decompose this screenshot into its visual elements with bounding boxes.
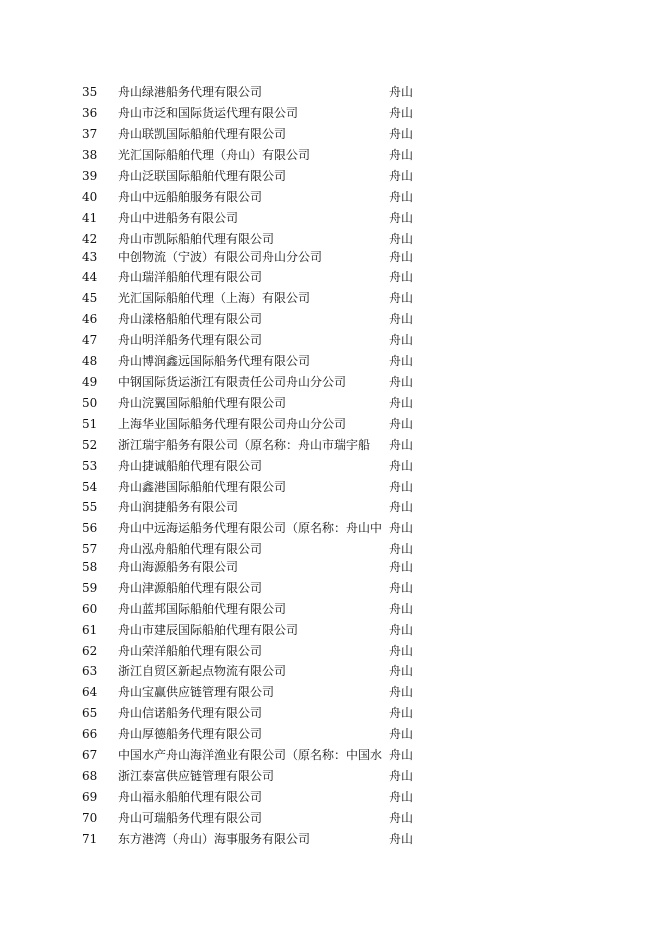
row-number: 40 — [82, 190, 98, 204]
table-row — [0, 210, 662, 230]
table-row — [0, 353, 662, 373]
table-row — [0, 126, 662, 146]
row-number: 36 — [82, 106, 98, 120]
row-number: 55 — [82, 500, 98, 514]
table-row — [0, 84, 662, 104]
company-name: 舟山博润鑫远国际船务代理有限公司 — [118, 354, 311, 368]
table-row — [0, 499, 662, 519]
table-row — [0, 290, 662, 310]
row-number: 53 — [82, 459, 98, 473]
row-number: 62 — [82, 644, 98, 658]
table-row — [0, 643, 662, 663]
company-name: 舟山津源船舶代理有限公司 — [118, 581, 263, 595]
company-name: 中创物流（宁波）有限公司舟山分公司 — [118, 250, 323, 264]
table-row — [0, 726, 662, 746]
company-name: 浙江自贸区新起点物流有限公司 — [118, 664, 287, 678]
company-name: 浙江瑞宇船务有限公司（原名称：舟山市瑞宇船 — [118, 438, 371, 452]
table-row — [0, 768, 662, 788]
region-cell: 舟山 — [389, 769, 414, 783]
table-row — [0, 831, 662, 851]
company-name: 舟山市凯际船舶代理有限公司 — [118, 232, 275, 246]
row-number: 45 — [82, 291, 98, 305]
row-number: 50 — [82, 396, 98, 410]
region-cell: 舟山 — [389, 312, 414, 326]
row-number: 47 — [82, 333, 98, 347]
region-cell: 舟山 — [389, 148, 414, 162]
table-row — [0, 622, 662, 642]
company-name: 舟山绿港船务代理有限公司 — [118, 85, 263, 99]
company-name: 舟山泓舟船舶代理有限公司 — [118, 542, 263, 556]
region-cell: 舟山 — [389, 832, 414, 846]
table-row — [0, 147, 662, 167]
company-name: 舟山海源船务有限公司 — [118, 560, 239, 574]
region-cell: 舟山 — [389, 500, 414, 514]
row-number: 54 — [82, 480, 98, 494]
company-name: 舟山宝赢供应链管理有限公司 — [118, 685, 275, 699]
region-cell: 舟山 — [389, 581, 414, 595]
company-name: 舟山联凯国际船舶代理有限公司 — [118, 127, 287, 141]
region-cell: 舟山 — [389, 459, 414, 473]
region-cell: 舟山 — [389, 250, 414, 264]
table-row — [0, 559, 662, 579]
table-row — [0, 458, 662, 478]
table-row — [0, 231, 662, 251]
row-number: 69 — [82, 790, 98, 804]
row-number: 67 — [82, 748, 98, 762]
company-name: 浙江泰富供应链管理有限公司 — [118, 769, 275, 783]
region-cell: 舟山 — [389, 664, 414, 678]
company-name: 中钢国际货运浙江有限责任公司舟山分公司 — [118, 375, 347, 389]
table-row — [0, 395, 662, 415]
row-number: 68 — [82, 769, 98, 783]
region-cell: 舟山 — [389, 270, 414, 284]
company-name: 上海华业国际船务代理有限公司舟山分公司 — [118, 417, 347, 431]
table-row — [0, 541, 662, 561]
company-name: 舟山漾格船舶代理有限公司 — [118, 312, 263, 326]
region-cell: 舟山 — [389, 190, 414, 204]
row-number: 57 — [82, 542, 98, 556]
table-row — [0, 684, 662, 704]
region-cell: 舟山 — [389, 706, 414, 720]
table-row — [0, 168, 662, 188]
region-cell: 舟山 — [389, 85, 414, 99]
table-row — [0, 249, 662, 269]
region-cell: 舟山 — [389, 417, 414, 431]
table-row — [0, 789, 662, 809]
company-name: 舟山可瑞船务代理有限公司 — [118, 811, 263, 825]
region-cell: 舟山 — [389, 333, 414, 347]
table-row — [0, 105, 662, 125]
region-cell: 舟山 — [389, 375, 414, 389]
region-cell: 舟山 — [389, 480, 414, 494]
region-cell: 舟山 — [389, 602, 414, 616]
company-name: 舟山浣翼国际船舶代理有限公司 — [118, 396, 287, 410]
row-number: 37 — [82, 127, 98, 141]
region-cell: 舟山 — [389, 685, 414, 699]
table-row — [0, 374, 662, 394]
company-name: 舟山中进船务有限公司 — [118, 211, 239, 225]
row-number: 41 — [82, 211, 98, 225]
row-number: 65 — [82, 706, 98, 720]
row-number: 49 — [82, 375, 98, 389]
region-cell: 舟山 — [389, 623, 414, 637]
table-row — [0, 810, 662, 830]
table-row — [0, 479, 662, 499]
table-row — [0, 601, 662, 621]
table-row — [0, 189, 662, 209]
row-number: 59 — [82, 581, 98, 595]
company-name: 舟山厚德船务代理有限公司 — [118, 727, 263, 741]
table-row — [0, 663, 662, 683]
row-number: 46 — [82, 312, 98, 326]
row-number: 48 — [82, 354, 98, 368]
row-number: 61 — [82, 623, 98, 637]
row-number: 44 — [82, 270, 98, 284]
region-cell: 舟山 — [389, 644, 414, 658]
company-name: 舟山中远船舶服务有限公司 — [118, 190, 263, 204]
row-number: 42 — [82, 232, 98, 246]
table-row — [0, 416, 662, 436]
table-row — [0, 705, 662, 725]
company-name: 舟山中远海运船务代理有限公司（原名称：舟山中 — [118, 521, 383, 535]
region-cell: 舟山 — [389, 354, 414, 368]
company-name: 东方港湾（舟山）海事服务有限公司 — [118, 832, 311, 846]
row-number: 35 — [82, 85, 98, 99]
company-name: 舟山荣洋船舶代理有限公司 — [118, 644, 263, 658]
company-name: 舟山蓝邦国际船舶代理有限公司 — [118, 602, 287, 616]
row-number: 58 — [82, 560, 98, 574]
company-name: 舟山市泛和国际货运代理有限公司 — [118, 106, 299, 120]
region-cell: 舟山 — [389, 106, 414, 120]
region-cell: 舟山 — [389, 811, 414, 825]
company-name: 舟山润捷船务有限公司 — [118, 500, 239, 514]
region-cell: 舟山 — [389, 169, 414, 183]
table-row — [0, 269, 662, 289]
company-name: 舟山信诺船务代理有限公司 — [118, 706, 263, 720]
region-cell: 舟山 — [389, 438, 414, 452]
table-row — [0, 520, 662, 540]
row-number: 71 — [82, 832, 98, 846]
table-row — [0, 332, 662, 352]
company-name: 舟山鑫港国际船舶代理有限公司 — [118, 480, 287, 494]
company-name: 舟山福永船舶代理有限公司 — [118, 790, 263, 804]
row-number: 43 — [82, 250, 98, 264]
region-cell: 舟山 — [389, 291, 414, 305]
company-name: 中国水产舟山海洋渔业有限公司（原名称：中国水 — [118, 748, 383, 762]
region-cell: 舟山 — [389, 232, 414, 246]
row-number: 38 — [82, 148, 98, 162]
company-name: 舟山明洋船务代理有限公司 — [118, 333, 263, 347]
row-number: 60 — [82, 602, 98, 616]
table-row — [0, 311, 662, 331]
row-number: 66 — [82, 727, 98, 741]
company-name: 光汇国际船舶代理（上海）有限公司 — [118, 291, 311, 305]
company-name: 舟山瑞洋船舶代理有限公司 — [118, 270, 263, 284]
row-number: 56 — [82, 521, 98, 535]
table-row — [0, 437, 662, 457]
table-row — [0, 747, 662, 767]
row-number: 51 — [82, 417, 98, 431]
region-cell: 舟山 — [389, 790, 414, 804]
company-name: 舟山捷诚船舶代理有限公司 — [118, 459, 263, 473]
table-row — [0, 580, 662, 600]
region-cell: 舟山 — [389, 748, 414, 762]
row-number: 52 — [82, 438, 98, 452]
row-number: 39 — [82, 169, 98, 183]
region-cell: 舟山 — [389, 127, 414, 141]
company-name: 光汇国际船舶代理（舟山）有限公司 — [118, 148, 311, 162]
region-cell: 舟山 — [389, 521, 414, 535]
region-cell: 舟山 — [389, 542, 414, 556]
region-cell: 舟山 — [389, 396, 414, 410]
region-cell: 舟山 — [389, 560, 414, 574]
row-number: 70 — [82, 811, 98, 825]
company-name: 舟山泛联国际船舶代理有限公司 — [118, 169, 287, 183]
row-number: 64 — [82, 685, 98, 699]
company-name: 舟山市建辰国际船舶代理有限公司 — [118, 623, 299, 637]
region-cell: 舟山 — [389, 727, 414, 741]
region-cell: 舟山 — [389, 211, 414, 225]
row-number: 63 — [82, 664, 98, 678]
